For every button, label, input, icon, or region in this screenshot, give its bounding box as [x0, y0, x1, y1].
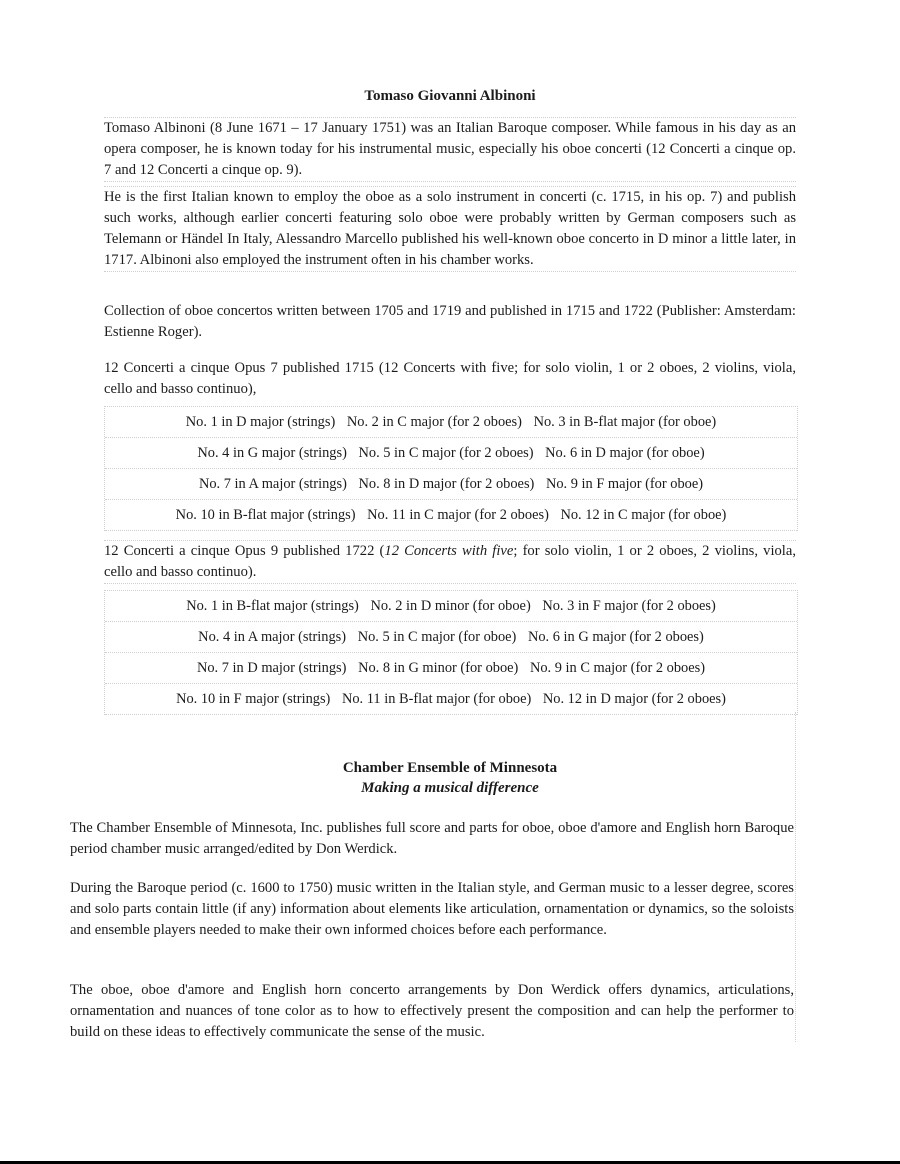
table-cell: No. 6 in G major (for 2 oboes) — [527, 629, 704, 645]
table-row — [105, 407, 797, 438]
collection-paragraph: Collection of oboe concertos written between 1705 and 1719 and published in 1715 and 1722 (Publisher: Amsterdam: Estienne Roger). — [104, 303, 796, 340]
albinoni-title: Tomaso Giovanni Albinoni — [364, 88, 536, 104]
table-cell: No. 2 in D minor (for oboe) — [370, 598, 531, 614]
table-cell: No. 7 in D major (strings) — [196, 660, 347, 676]
table-row — [105, 438, 797, 469]
table-cell: No. 8 in D major (for 2 oboes) — [358, 476, 535, 492]
table-cell: No. 2 in C major (for 2 oboes) — [346, 414, 522, 430]
table-cell: No. 10 in B-flat major (strings) — [175, 507, 356, 523]
table-cell: No. 10 in F major (strings) — [176, 691, 331, 707]
op7-concerto-table — [104, 406, 798, 531]
table-cell: No. 4 in G major (strings) — [197, 445, 347, 461]
table-row — [105, 500, 797, 531]
ensemble-title: Chamber Ensemble of Minnesota — [342, 760, 558, 776]
table-cell: No. 7 in A major (strings) — [198, 476, 347, 492]
ensemble-subtitle: Making a musical difference — [361, 780, 539, 796]
op9-heading-end: ; for solo violin, 1 or 2 oboes, 2 violins, viola, cello and basso continuo). — [104, 543, 796, 580]
table-cell: No. 12 in D major (for 2 oboes) — [542, 691, 726, 707]
ensemble-paragraph-2: During the Baroque period (c. 1600 to 1750) music written in the Italian style, and German music to a lesser degree, scores and solo parts contain little (if any) information about elements like articulation, ornamentation or dynamics, so the soloists and ensemble players needed to make their own informed choices before each performance. — [70, 880, 794, 938]
table-row — [105, 469, 797, 500]
table-cell: No. 1 in D major (strings) — [185, 414, 336, 430]
op7-heading: 12 Concerti a cinque Opus 7 published 1715 (12 Concerts with five; for solo violin, 1 or 2 oboes, 2 violins, viola, cello and basso continuo), — [104, 360, 796, 397]
ensemble-paragraph-3: The oboe, oboe d'amore and English horn concerto arrangements by Don Werdick offers dynamics, articulations, ornamentation and nuances of tone color as to how to effectively present the composition and can help the performer to build on these ideas to effectively communicate the sense of the music. — [70, 982, 794, 1040]
op9-concerto-table — [104, 590, 798, 715]
divider — [795, 712, 796, 1042]
table-cell: No. 12 in C major (for oboe) — [560, 507, 727, 523]
table-cell: No. 1 in B-flat major (strings) — [186, 598, 359, 614]
table-cell: No. 3 in B-flat major (for oboe) — [533, 414, 717, 430]
albinoni-intro-paragraph-1: Tomaso Albinoni (8 June 1671 – 17 January 1751) was an Italian Baroque composer. While famous in his day as an opera composer, he is known today for his instrumental music, especially his oboe concerti (12 Concerti a cinque op. 7 and 12 Concerti a cinque op. 9). — [104, 117, 796, 182]
table-cell: No. 11 in C major (for 2 oboes) — [367, 507, 549, 523]
table-cell: No. 6 in D major (for oboe) — [545, 445, 705, 461]
op9-heading — [104, 540, 796, 584]
table-cell: No. 9 in C major (for 2 oboes) — [529, 660, 706, 676]
table-cell: No. 9 in F major (for oboe) — [545, 476, 704, 492]
table-cell: No. 5 in C major (for oboe) — [357, 629, 517, 645]
table-row — [105, 653, 797, 684]
table-cell: No. 3 in F major (for 2 oboes) — [542, 598, 716, 614]
table-row — [105, 622, 797, 653]
table-cell: No. 4 in A major (strings) — [198, 629, 347, 645]
table-cell: No. 8 in G minor (for oboe) — [358, 660, 519, 676]
ensemble-paragraph-1: The Chamber Ensemble of Minnesota, Inc. publishes full score and parts for oboe, oboe d'amore and English horn Baroque period chamber music arranged/edited by Don Werdick. — [70, 820, 794, 857]
table-row — [105, 591, 797, 622]
table-row — [105, 684, 797, 715]
op9-heading-italic: 12 Concerts with five — [384, 543, 514, 559]
table-cell: No. 11 in B-flat major (for oboe) — [341, 691, 532, 707]
albinoni-intro-paragraph-2: He is the first Italian known to employ the oboe as a solo instrument in concerti (c. 1715, in his op. 7) and publish such works, although earlier concerti featuring solo oboe were probably written by German composers such as Telemann or Händel In Italy, Alessandro Marcello published his well-known oboe concerto in D minor a little later, in 1717. Albinoni also employed the instrument often in his chamber works. — [104, 186, 796, 272]
op9-heading-start: 12 Concerti a cinque Opus 9 published 1722 ( — [104, 543, 385, 559]
table-cell: No. 5 in C major (for 2 oboes) — [358, 445, 534, 461]
